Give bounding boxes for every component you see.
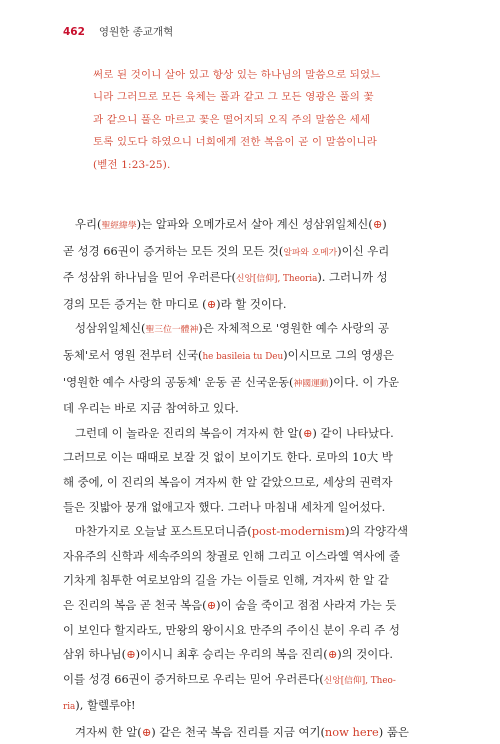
scripture-quote: [93, 64, 423, 176]
text-run: 마찬가지로 오늘날 포스트모더니즘(: [75, 524, 252, 539]
body-line: 그러므로 이는 때때로 보잘 것 없이 보이기도 한다. 로마의 10大 박: [63, 450, 393, 465]
text-run: 성삼위일체신(: [75, 321, 146, 336]
text-run: 주 성삼위 하나님을 믿어 우러른다(: [63, 270, 236, 285]
circled-plus-symbol: ⊕: [126, 647, 136, 662]
circled-plus-symbol: ⊕: [327, 647, 338, 662]
quote-line: 과 같으니 풀은 마르고 꽃은 떨어지되 오직 주의 말씀은 세세: [93, 113, 371, 126]
text-run: )이 숨을 죽이고 점점 사라져 가는 듯: [216, 597, 397, 612]
circled-plus-symbol: ⊕: [206, 296, 217, 311]
text-run: ) 품은: [378, 724, 409, 739]
body-line: [63, 593, 438, 618]
annotation: 聖經緯學: [101, 221, 137, 231]
text-run: ) 같은 천국 복음 진리를 지금 여기(: [151, 724, 325, 739]
body-line: [63, 642, 438, 667]
annotation: 신앙[信仰], Theo-: [323, 675, 396, 686]
annotation: 神國運動: [293, 378, 329, 389]
text-run: )의 각양각색: [344, 524, 409, 539]
annotation: 聖三位一體神: [145, 325, 199, 336]
text-run: ), 할렐루야!: [75, 698, 136, 713]
body-line: 해 중에, 이 진리의 복음이 겨자씨 한 알 같았으므로, 세상의 권력자: [63, 474, 393, 489]
body-line: [63, 667, 438, 694]
body-line: [63, 212, 438, 239]
body-line: 자유주의 신학과 세속주의의 창궐로 인해 그리고 이스라엘 역사에 줄: [63, 548, 401, 563]
annotation: now here: [324, 724, 379, 739]
body-text: [63, 212, 438, 744]
quote-line: 토록 있도다 하였으니 너희에게 전한 복음이 곧 이 말씀이니라: [93, 136, 377, 149]
text-run: 이를 성경 66권이 증거하므로 우리는 믿어 우러른다(: [63, 671, 324, 686]
text-run: 그런데 이 놀라운 진리의 복음이 겨자씨 한 알(: [75, 425, 303, 440]
text-run: )이시므로 그의 영생은: [283, 347, 394, 362]
body-line: [63, 239, 438, 266]
text-run: ): [382, 217, 387, 231]
body-line: [63, 343, 438, 370]
body-line: [63, 370, 438, 397]
text-run: 우리(: [75, 217, 102, 231]
text-run: 경의 모든 증거는 한 마디로 (: [63, 296, 207, 311]
body-line: 데 우리는 바로 지금 참여하고 있다.: [63, 401, 239, 416]
body-line: 기차게 침투한 여로보암의 길을 가는 이들로 인해, 겨자씨 한 알 같: [63, 573, 389, 588]
text-run: )이신 우리: [337, 243, 390, 258]
text-run: )이시니 최후 승리는 우리의 복음 진리(: [135, 647, 328, 662]
annotation: he basileia tu Deu: [202, 351, 284, 362]
circled-plus-symbol: ⊕: [141, 724, 152, 739]
body-line: 이 보인다 할지라도, 만왕의 왕이시요 만주의 주이신 분이 우리 주 성: [63, 622, 400, 637]
text-run: 삼위 하나님(: [63, 647, 127, 662]
body-line: [63, 519, 438, 544]
text-run: ) 같이 나타났다.: [312, 425, 394, 440]
page-header: [63, 24, 173, 39]
circled-plus-symbol: ⊕: [206, 597, 217, 612]
text-run: 동체'로서 영원 전부터 신국(: [63, 347, 203, 362]
body-line: [63, 720, 438, 744]
text-run: )라 할 것이다.: [216, 296, 287, 311]
annotation: 신앙[信仰], Theoria: [235, 274, 318, 285]
body-line: [63, 316, 438, 343]
text-run: ). 그러니까 성: [317, 270, 388, 285]
body-line: [63, 292, 438, 317]
page-number: 462: [63, 26, 85, 38]
book-title: 영원한 종교개혁: [98, 26, 174, 38]
annotation: ria: [63, 702, 76, 713]
body-line: [63, 421, 438, 446]
annotation: post-modernism: [251, 524, 345, 539]
text-run: 은 진리의 복음 곧 천국 복음(: [63, 597, 207, 612]
body-line: [63, 693, 438, 720]
annotation: 알파와 오메가: [283, 247, 338, 258]
text-run: )이다. 이 가운: [328, 374, 400, 389]
text-run: )의 것이다.: [337, 647, 393, 662]
text-run: 겨자씨 한 알(: [75, 724, 142, 739]
quote-reference: (벧전 1:23-25).: [93, 158, 171, 171]
circled-plus-symbol: ⊕: [372, 217, 383, 231]
text-run: 곧 성경 66권이 증거하는 모든 것의 모든 것(: [63, 243, 284, 258]
quote-line: 써로 된 것이니 살아 있고 항상 있는 하나님의 말씀으로 되었느: [93, 69, 381, 81]
text-run: )는 알파와 오메가로서 살아 계신 성삼위일체신(: [136, 217, 373, 231]
body-line: [63, 265, 438, 292]
body-line: 들은 짓밟아 뭉개 없애고자 했다. 그러나 마침내 세차게 일어섰다.: [63, 499, 386, 514]
text-run: )은 자체적으로 '영원한 예수 사랑의 공: [198, 321, 389, 336]
text-run: '영원한 예수 사랑의 공동체' 운동 곧 신국운동(: [63, 374, 294, 389]
quote-line: 니라 그러므로 모든 육체는 풀과 같고 그 모든 영광은 풀의 꽃: [93, 91, 374, 104]
circled-plus-symbol: ⊕: [302, 425, 313, 440]
